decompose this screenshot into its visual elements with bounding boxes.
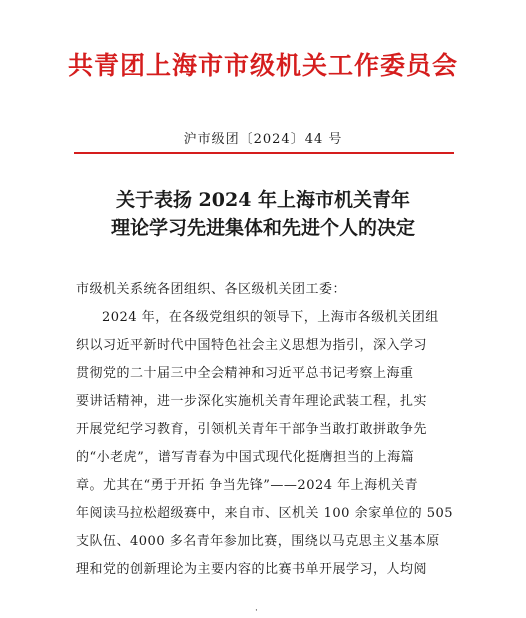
body-line: 要讲话精神，进一步深化实施机关青年理论武装工程，扎实 (76, 394, 428, 409)
document-number: 沪市级团〔2024〕44 号 (183, 132, 343, 147)
salutation: 市级机关系统各团组织、各区级机关团工委： (76, 282, 347, 297)
body-line: 贯彻党的二十届三中全会精神和习近平总书记考察上海重 (76, 366, 414, 381)
document-body (76, 276, 454, 584)
body-line: 2024 年，在各级党组织的领导下，上海市各级机关团组 (102, 310, 439, 325)
org-masthead: 共青团上海市市级机关工作委员会 (67, 51, 458, 80)
title-line: 关于表扬 2024 年上海市机关青年 (115, 189, 411, 211)
page-marker: · (255, 606, 258, 616)
body-line: 织以习近平新时代中国特色社会主义思想为指引，深入学习 (76, 338, 428, 353)
red-divider-line (74, 152, 454, 154)
body-line: 年阅读马拉松超级赛中，来自市、区机关 100 余家单位的 505 (76, 506, 454, 521)
document-title (0, 186, 526, 242)
body-line: 章。尤其在“勇于开拓 争当先锋”——2024 年上海机关青 (76, 478, 419, 493)
body-line: 开展党纪学习教育，引领机关青年干部争当敢打敢拼敢争先 (76, 422, 428, 437)
body-line: 理和党的创新理论为主要内容的比赛书单开展学习，人均阅 (76, 562, 428, 577)
body-line: 的“小老虎”，谱写青春为中国式现代化挺膺担当的上海篇 (76, 450, 415, 465)
body-line: 支队伍、4000 多名青年参加比赛，围绕以马克思主义基本原 (76, 534, 440, 549)
title-line: 理论学习先进集体和先进个人的决定 (110, 217, 415, 239)
